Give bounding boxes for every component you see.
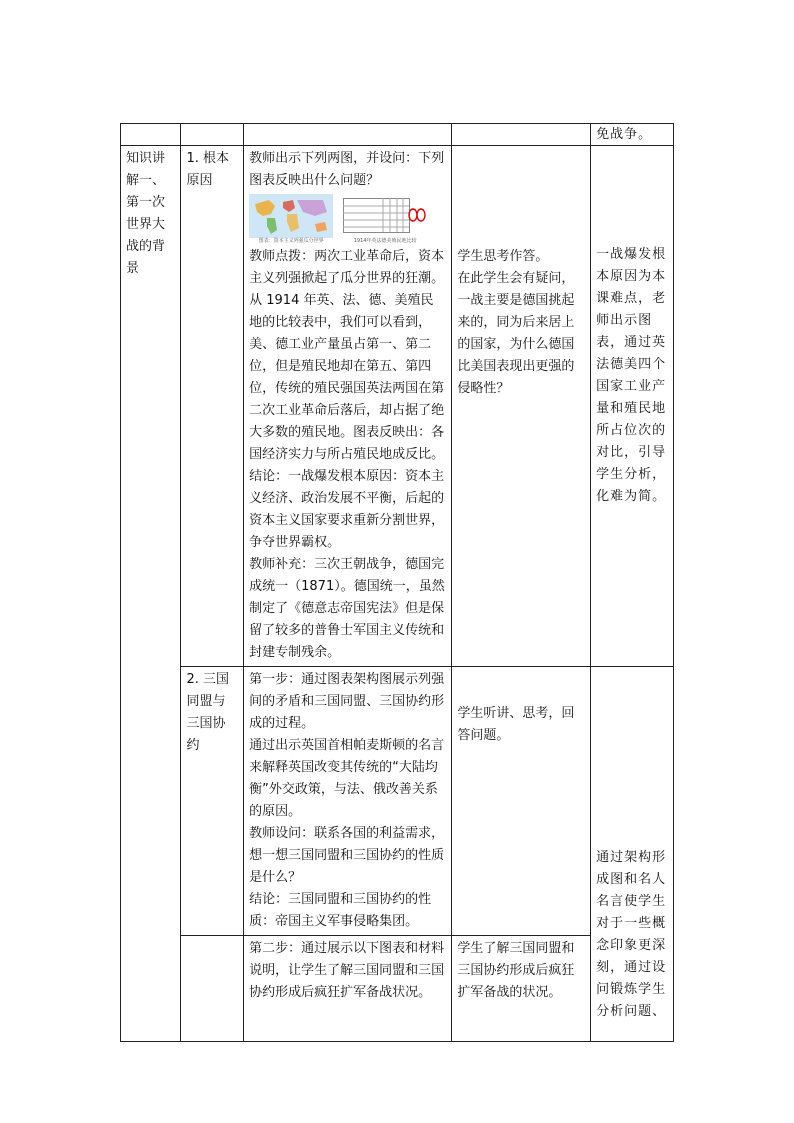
figure-caption: 图表：资本主义列强瓜分世界 bbox=[258, 238, 324, 244]
empty-cell bbox=[244, 124, 452, 146]
design-note-cell: 一战爆发根本原因为本课难点，老师出示图表，通过英法德美四个国家工业产量和殖民地所占位次的对比，引导学生分析，化难为简。 bbox=[591, 146, 674, 667]
world-map-figure bbox=[249, 194, 333, 244]
topic-label: 2. 三国同盟与三国协约 bbox=[181, 667, 244, 936]
student-question: 在此学生会有疑问，一战主要是德国挑起来的，同为后来居上的国家，为什么德国比美国表现出更强的侵略性？ bbox=[457, 271, 575, 396]
comparison-table-figure bbox=[343, 194, 427, 244]
comparison-table-image bbox=[343, 194, 427, 238]
table-row bbox=[121, 667, 674, 936]
empty-cell bbox=[181, 936, 244, 1042]
teacher-activity-cell bbox=[244, 146, 452, 667]
teacher-step: 通过出示英国首相帕麦斯顿的名言来解释英国改变其传统的“大陆均衡”外交政策，与法、俄改善关系的原因。 bbox=[249, 738, 445, 819]
student-activity-cell: 学生了解三国同盟和三国协约形成后疯狂扩军备战的状况。 bbox=[452, 936, 591, 1042]
empty-cell bbox=[181, 124, 244, 146]
student-activity: 学生思考作答。 bbox=[457, 249, 549, 264]
table-row bbox=[121, 124, 674, 146]
teacher-conclusion: 结论：三国同盟和三国协约的性质：帝国主义军事侵略集团。 bbox=[249, 892, 432, 929]
topic-label: 1. 根本原因 bbox=[181, 146, 244, 667]
empty-cell bbox=[121, 124, 181, 146]
teacher-step: 第一步：通过图表架构图展示列强间的矛盾和三国同盟、三国协约形成的过程。 bbox=[249, 672, 445, 731]
teacher-intro: 教师出示下列两图，并设问：下列图表反映出什么问题？ bbox=[249, 151, 445, 188]
student-activity-cell bbox=[452, 146, 591, 667]
empty-cell bbox=[452, 124, 591, 146]
figure-caption: 1914年英法德美殖民地比较 bbox=[353, 238, 417, 244]
teacher-question: 教师设问：联系各国的利益需求，想一想三国同盟和三国协约的性质是什么？ bbox=[249, 826, 445, 885]
teacher-conclusion: 结论：一战爆发根本原因：资本主义经济、政治发展不平衡，后起的资本主义国家要求重新分割世界，争夺世界霸权。 bbox=[249, 469, 445, 550]
table-row bbox=[121, 936, 674, 1042]
figure-pair bbox=[249, 194, 446, 244]
teacher-supplement: 教师补充：三次王朝战争，德国完成统一（1871）。德国统一，虽然制定了《德意志帝国宪法》但是保留了较多的普鲁士军国主义传统和封建专制残余。 bbox=[249, 557, 445, 660]
table-row bbox=[121, 146, 674, 667]
world-map-image bbox=[249, 194, 333, 238]
lesson-plan-table bbox=[120, 123, 674, 1042]
teacher-activity-cell: 第二步：通过展示以下图表和材料说明，让学生了解三国同盟和三国协约形成后疯狂扩军备战状况。 bbox=[244, 936, 452, 1042]
section-label: 知识讲解一、第一次世界大战的背景 bbox=[121, 146, 181, 1042]
student-activity-cell: 学生听讲、思考，回答问题。 bbox=[452, 667, 591, 936]
teacher-activity-cell bbox=[244, 667, 452, 936]
design-note-cell: 通过架构形成图和名人名言使学生对于一些概念印象更深刻，通过设问锻炼学生分析问题、 bbox=[591, 667, 674, 1042]
teacher-point: 教师点拨：两次工业革命后，资本主义列强掀起了瓜分世界的狂潮。从 1914 年英、法、德、美殖民地的比较表中，我们可以看到，美、德工业产量虽占第一、第二位，但是殖民地却在第五、第四位，传统的殖民强国英法两国在第二次工业革命后落后，却占据了绝大多数的殖民地。图表反映出：各国经济实力与所占殖民地成反比。 bbox=[249, 249, 445, 462]
design-note-cell: 免战争。 bbox=[591, 124, 674, 146]
